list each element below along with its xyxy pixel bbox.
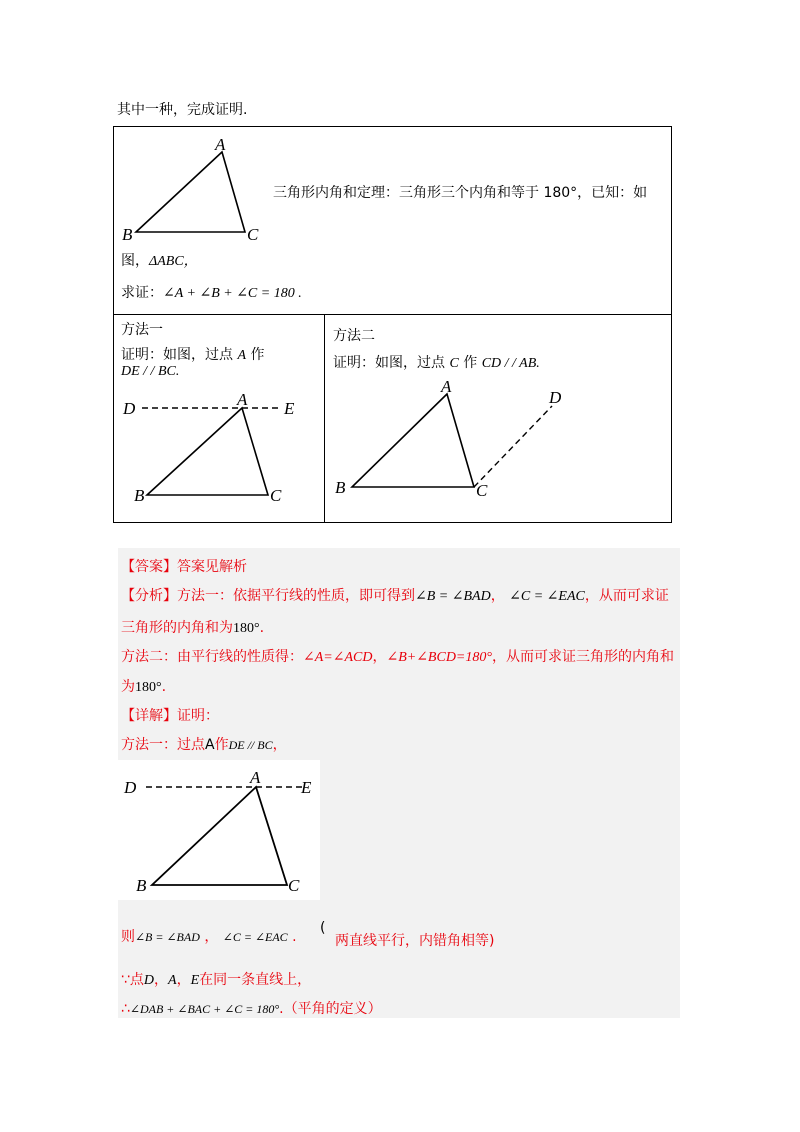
- method1-figure: [118, 385, 318, 510]
- since-sep1: ，: [154, 972, 169, 988]
- since-text: 在同一条直线上，: [199, 972, 312, 988]
- theorem-text: 三角形内角和定理：三角形三个内角和等于 180°，已知：如: [273, 185, 648, 201]
- analysis-l1b: ，: [490, 588, 505, 604]
- method2-proof: [333, 353, 540, 374]
- triangle-abc-shape: [136, 152, 245, 232]
- label-e: E: [284, 399, 295, 418]
- since-sep2: ，: [176, 972, 191, 988]
- method1-point: A: [237, 348, 247, 363]
- then-dot: .: [292, 929, 297, 945]
- method2-triangle: [352, 394, 474, 487]
- answer-text: 答案见解析: [177, 559, 247, 575]
- method2-figure: [330, 372, 580, 500]
- then-prefix: 则: [121, 929, 135, 945]
- method2-proof-mid: 作: [463, 355, 478, 371]
- method1-title: 方法一: [121, 322, 163, 338]
- detail-l1b: 作: [214, 737, 229, 753]
- label-c: C: [270, 486, 282, 505]
- therefore-math: ∠DAB + ∠BAC + ∠C = 180°: [129, 1002, 280, 1016]
- label-b: B: [335, 478, 346, 497]
- label-d: D: [549, 388, 562, 407]
- prove-math: ∠A + ∠B + ∠C = 180 .: [163, 286, 302, 301]
- analysis-line3: [121, 647, 674, 668]
- detail-figure: [118, 760, 320, 900]
- analysis-l3b: ，: [372, 649, 387, 665]
- label-b: B: [134, 486, 145, 505]
- label-d: D: [123, 399, 136, 418]
- therefore-symbol: ∴: [121, 1001, 130, 1017]
- analysis-l4-math: 180°: [135, 680, 162, 695]
- given-math: ΔABC，: [149, 254, 198, 269]
- method2-proof-prefix: 证明：如图，过点: [333, 355, 445, 371]
- then-reason: 两直线平行，内错角相等): [335, 933, 495, 949]
- detail-l1c: ，: [272, 737, 287, 753]
- detail-text: 证明：: [177, 708, 219, 724]
- label-c: C: [247, 225, 259, 244]
- detail-tag: 【详解】: [121, 708, 177, 724]
- label-b: B: [122, 225, 133, 244]
- since-point-a: A: [168, 973, 177, 988]
- label-b: B: [136, 876, 147, 895]
- analysis-l1-math2: ∠C = ∠EAC: [509, 589, 585, 604]
- method2-proof-math: CD / / AB.: [481, 356, 540, 371]
- since-point-d: D: [143, 973, 155, 988]
- method1-proof-line2: DE / / BC.: [121, 364, 180, 379]
- analysis-l1-math1: ∠B = ∠BAD: [415, 589, 491, 604]
- prove-prefix: 求证：: [121, 285, 163, 301]
- label-a: A: [250, 768, 261, 787]
- answer-tag: 【答案】: [121, 559, 177, 575]
- given-prefix: 图，: [121, 253, 149, 269]
- table-divider-vertical: [324, 314, 325, 522]
- therefore-line: [121, 999, 382, 1019]
- analysis-tag: 【分析】: [121, 588, 177, 604]
- method1-triangle: [147, 408, 268, 495]
- then-paren: (: [320, 920, 326, 936]
- then-math2: ∠C = ∠EAC: [222, 930, 288, 944]
- label-a: A: [237, 390, 248, 409]
- label-c: C: [288, 876, 300, 895]
- then-line: [121, 927, 297, 947]
- analysis-l3c: ，从而可求证三角形的内角和: [491, 649, 674, 665]
- label-a: A: [215, 135, 226, 154]
- analysis-l1a: 方法一：依据平行线的性质，即可得到: [177, 588, 415, 604]
- label-c: C: [476, 481, 488, 500]
- triangle-figure: [118, 134, 268, 246]
- method2-point: C: [449, 356, 459, 371]
- analysis-l4a: 为: [121, 679, 135, 695]
- label-d: D: [124, 778, 137, 797]
- intro-text: 其中一种，完成证明.: [117, 102, 248, 118]
- analysis-l2b: .: [259, 620, 265, 636]
- method2-title: 方法二: [333, 328, 375, 344]
- analysis-line1: [121, 586, 669, 607]
- since-line: [121, 970, 311, 991]
- prove-line: [121, 283, 302, 304]
- analysis-line2: [121, 618, 264, 639]
- method1-proof-prefix: 证明：如图，过点: [121, 347, 233, 363]
- label-e: E: [301, 778, 312, 797]
- since-symbol: ∵点: [121, 972, 144, 988]
- label-a: A: [441, 377, 452, 396]
- detail-l1-point: A: [205, 737, 215, 753]
- method1-proof-suffix: 作: [250, 347, 265, 363]
- given-line: [121, 251, 198, 272]
- since-point-e: E: [190, 973, 200, 988]
- analysis-l4b: .: [161, 679, 167, 695]
- analysis-line4: [121, 677, 166, 698]
- analysis-l1c: ，从而可求证: [584, 588, 669, 604]
- detail-l1-math: DE // BC: [228, 738, 273, 752]
- then-math1: ∠B = ∠BAD: [135, 930, 200, 944]
- answer-line: [121, 557, 247, 577]
- line-cd: [474, 406, 552, 487]
- detail-line: [121, 706, 219, 726]
- analysis-l2-math: 180°: [233, 621, 260, 636]
- analysis-l3a: 方法二：由平行线的性质得：: [121, 649, 303, 665]
- analysis-l3-math2: ∠B+∠BCD=180°: [386, 650, 492, 665]
- then-sep: ，: [204, 929, 219, 945]
- detail-l1a: 方法一：过点: [121, 737, 205, 753]
- therefore-text: .（平角的定义）: [279, 1001, 382, 1017]
- table-divider-horizontal: [114, 314, 671, 315]
- analysis-l3-math1: ∠A=∠ACD: [303, 650, 373, 665]
- analysis-l2a: 三角形的内角和为: [121, 620, 233, 636]
- detail-method1-line: [121, 735, 287, 755]
